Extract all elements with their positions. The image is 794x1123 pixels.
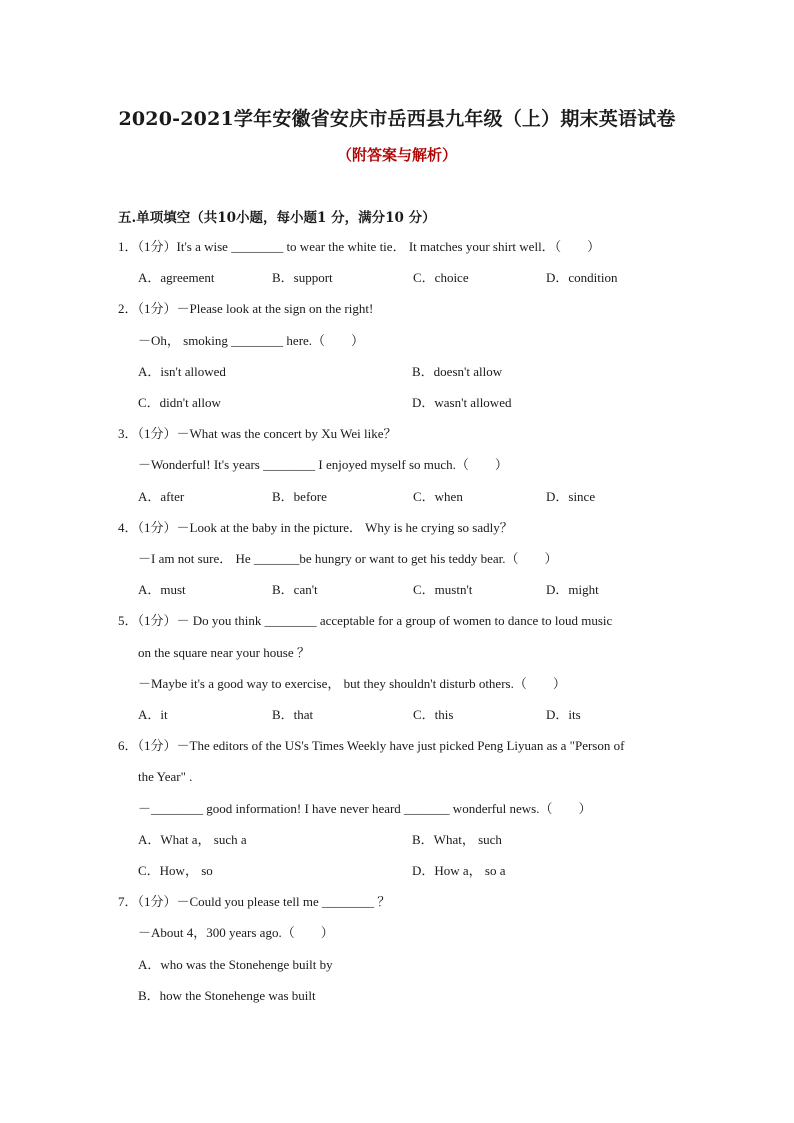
q1-option-d: D．condition (546, 270, 618, 285)
page-title: 2020-2021学年安徽省安庆市岳西县九年级（上）期末英语试卷 (118, 108, 676, 130)
q6-option-d: D．How a， so a (412, 863, 506, 878)
question-6-reply: －________ good information! I have never heard _______ wonderful news.（ ） (138, 801, 592, 816)
q4-option-b: B．can't (272, 582, 318, 597)
q5-option-d: D．its (546, 707, 581, 722)
q3-option-d: D．since (546, 489, 596, 504)
question-4-reply: －I am not sure． He _______be hungry or want to get his teddy bear.（ ） (138, 551, 558, 566)
question-6-continued: the Year" . (138, 769, 193, 784)
q4-option-a: A．must (138, 582, 186, 597)
q6-option-a: A．What a， such a (138, 832, 247, 847)
question-7: 7．（1分）－Could you please tell me ________ ？ (118, 894, 391, 909)
question-5: 5．（1分）－ Do you think ________ acceptable for a group of women to dance to loud music (118, 613, 613, 628)
q5-option-c: C．this (413, 707, 454, 722)
question-6: 6．（1分）－The editors of the US's Times Weekly have just picked Peng Liyuan as a "Person of (118, 738, 625, 753)
q6-option-c: C．How， so (138, 863, 213, 878)
q2-option-a: A．isn't allowed (138, 364, 226, 379)
question-5-reply: －Maybe it's a good way to exercise， but they shouldn't disturb others.（ ） (138, 676, 566, 691)
question-2: 2．（1分）－Please look at the sign on the right! (118, 301, 374, 316)
q5-option-b: B．that (272, 707, 314, 722)
q5-option-a: A．it (138, 707, 168, 722)
q1-option-a: A．agreement (138, 270, 215, 285)
q2-option-b: B．doesn't allow (412, 364, 503, 379)
question-5-continued: on the square near your house ？ (138, 645, 310, 660)
q2-option-d: D．wasn't allowed (412, 395, 512, 410)
q4-option-d: D．might (546, 582, 599, 597)
q1-option-b: B．support (272, 270, 333, 285)
question-2-reply: －Oh， smoking ________ here.（ ） (138, 333, 365, 348)
q1-option-c: C．choice (413, 270, 469, 285)
q3-option-b: B．before (272, 489, 327, 504)
q6-option-b: B．What， such (412, 832, 502, 847)
section-heading: 五.单项填空（共10小题，每小题1 分，满分10 分） (118, 210, 436, 226)
q3-option-c: C．when (413, 489, 463, 504)
q2-option-c: C．didn't allow (138, 395, 221, 410)
question-1: 1．（1分）It's a wise ________ to wear the white tie． It matches your shirt well．（ ） (118, 239, 601, 254)
q7-option-b: B．how the Stonehenge was built (138, 988, 316, 1003)
page-subtitle: （附答案与解析） (336, 146, 457, 164)
question-3: 3．（1分）－What was the concert by Xu Wei like？ (118, 426, 397, 441)
q7-option-a: A．who was the Stonehenge built by (138, 957, 333, 972)
q4-option-c: C．mustn't (413, 582, 473, 597)
question-4: 4．（1分）－Look at the baby in the picture． Why is he crying so sadly？ (118, 520, 513, 535)
q3-option-a: A．after (138, 489, 185, 504)
question-7-reply: －About 4，300 years ago.（ ） (138, 925, 334, 940)
question-3-reply: －Wonderful! It's years ________ I enjoyed myself so much.（ ） (138, 457, 508, 472)
